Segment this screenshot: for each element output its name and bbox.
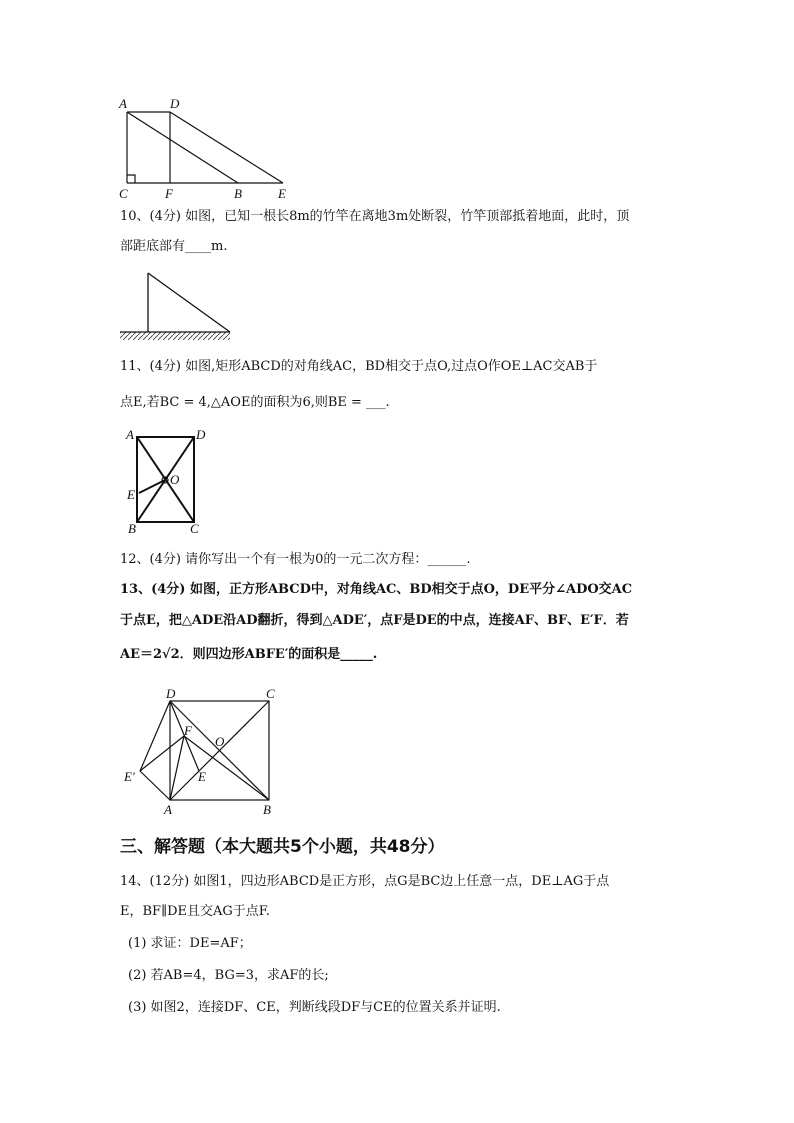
fig9-label-c: C xyxy=(119,186,128,201)
q12-line1: 12、(4分) 请你写出一个有一根为0的一元二次方程：______. xyxy=(120,552,471,567)
q10-line1: 10、(4分) 如图，已知一根长8m的竹竿在离地3m处断裂，竹竿顶部抵着地面，此时，顶 xyxy=(120,209,630,224)
fig11-label-b: B xyxy=(128,521,136,536)
q13-line1: 13、(4分) 如图，正方形ABCD中，对角线AC、BD相交于点O，DE平分∠ADO交AC xyxy=(120,582,633,597)
fig11-label-c: C xyxy=(190,521,199,536)
q14-line1: 14、(12分) 如图1，四边形ABCD是正方形，点G是BC边上任意一点，DE⊥AG于点 xyxy=(120,874,610,889)
q11-figure xyxy=(120,425,220,540)
fig9-label-d: D xyxy=(170,96,180,111)
q11-line2: 点E,若BC = 4,△AOE的面积为6,则BE = ___. xyxy=(120,395,390,410)
fig9-label-b: B xyxy=(234,186,242,201)
q14-part2: (2) 若AB=4，BG=3，求AF的长; xyxy=(128,968,329,983)
fig13-label-d: D xyxy=(166,686,176,701)
fig13-label-b: B xyxy=(263,802,271,817)
fig13-label-f: F xyxy=(184,723,192,738)
q11-line1: 11、(4分) 如图,矩形ABCD的对角线AC，BD相交于点O,过点O作OE⊥AC交AB于 xyxy=(120,359,598,374)
fig13-label-e: E xyxy=(198,769,206,784)
q10-line2: 部距底部有____m. xyxy=(120,239,228,254)
q14-part3: (3) 如图2，连接DF、CE，判断线段DF与CE的位置关系并证明. xyxy=(128,1000,501,1015)
q13-line3: AE＝2√2．则四边形ABFE′的面积是_____. xyxy=(120,647,378,662)
q13-line2: 于点E，把△ADE沿AD翻折，得到△ADE′，点F是DE的中点，连接AF、BF、E′F．若 xyxy=(120,613,629,628)
fig9-label-a: A xyxy=(119,96,127,111)
fig11-label-a: A xyxy=(126,427,134,442)
fig13-label-e-prime: E′ xyxy=(124,769,135,784)
q14-part1: (1) 求证：DE=AF； xyxy=(128,936,252,951)
q10-figure xyxy=(118,265,234,345)
q9-figure xyxy=(110,95,310,205)
fig11-label-d: D xyxy=(196,427,206,442)
fig13-label-a: A xyxy=(164,802,172,817)
fig13-label-o: O xyxy=(215,734,225,749)
q14-line2: E，BF∥DE且交AG于点F. xyxy=(120,904,270,919)
fig11-label-e: E xyxy=(127,487,135,502)
fig9-label-f: F xyxy=(165,186,173,201)
fig13-label-c: C xyxy=(266,686,275,701)
q13-figure xyxy=(118,683,288,818)
fig11-label-o: O xyxy=(170,472,180,487)
fig9-label-e: E xyxy=(278,186,286,201)
section-3-title: 三、解答题（本大题共5个小题，共48分） xyxy=(120,837,445,857)
